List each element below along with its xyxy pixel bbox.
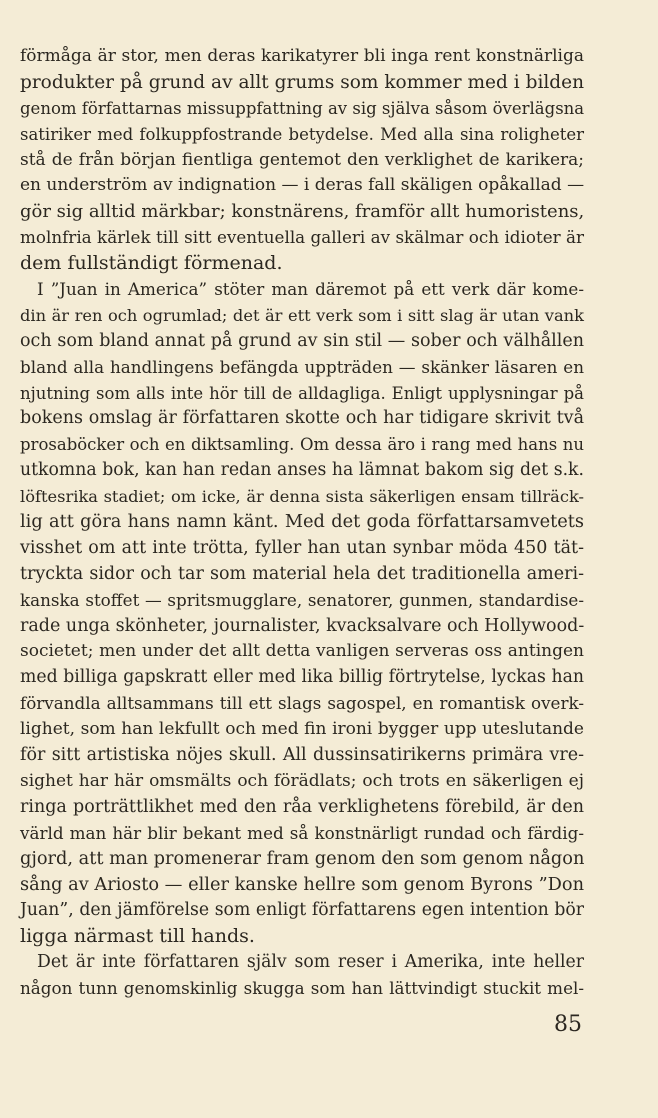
paragraph [20,950,584,1002]
page-number: 85 [554,1012,582,1037]
text-line: kanska stoffet — spritsmugglare, senatorer, gunmen, standardise- [20,589,584,610]
text-line: molnfria kärlek till sitt eventuella galleri av skälmar och idioter är [20,227,584,248]
book-page-text [20,44,584,1002]
text-line: Juan”, den jämförelse som enligt författarens egen intention bör [20,900,584,921]
text-line: gör sig alltid märkbar; konstnärens, framför allt humoristens, [20,201,585,223]
text-line: sång av Ariosto — eller kanske hellre som genom Byrons ”Don [20,874,584,895]
paragraph [20,44,584,277]
text-line: sighet har här omsmälts och förädlats; och trots en säkerligen ej [20,770,584,791]
text-line: bokens omslag är författaren skotte och har tidigare skrivit två [20,408,584,429]
text-line: förvandla alltsammans till ett slags sagospel, en romantisk overk- [20,693,584,714]
text-line: ringa porträttlikhet med den råa verklighetens förebild, är den [20,796,584,817]
text-line: Det är inte författaren själv som reser i Amerika, inte heller [37,952,584,973]
text-line: produkter på grund av allt grums som kommer med i bilden [20,71,584,93]
text-line: societet; men under det allt detta vanligen serveras oss antingen [20,641,584,662]
text-line: för sitt artistiska nöjes skull. All dussinsatirikerns primära vre- [20,745,584,766]
text-line: förmåga är stor, men deras karikatyrer bli inga rent konstnärliga [20,46,584,66]
text-line: I ”Juan in America” stöter man däremot på ett verk där kome- [37,279,584,300]
text-line: bland alla handlingens befängda uppträden — skänker läsaren en [20,356,584,377]
text-line: någon tunn genomskinlig skugga som han lättvindigt stuckit mel- [20,978,584,999]
text-line: rade unga skönheter, journalister, kvacksalvare och Hollywood- [20,615,585,636]
text-line: visshet om att inte trötta, fyller han utan synbar möda 450 tät- [20,537,584,558]
text-line: prosaböcker och en diktsamling. Om dessa äro i rang med hans nu [20,435,584,455]
text-line: löftesrika stadiet; om icke, är denna sista säkerligen ensam tillräck- [20,487,584,507]
text-line: utkomna bok, kan han redan anses ha lämnat bakom sig det s.k. [20,460,584,481]
text-line: dem fullständigt förmenad. [20,252,283,275]
text-line: värld man här blir bekant med så konstnärligt rundad och färdig- [20,822,584,843]
text-line: njutning som alls inte hör till de alldagliga. Enligt upplysningar på [20,383,584,403]
text-line: en underström av indignation — i deras fall skäligen opåkallad — [20,175,585,196]
text-line: lighet, som han lekfullt och med fin ironi bygger upp uteslutande [20,719,584,740]
text-line: gjord, att man promenerar fram genom den som genom någon [20,848,585,869]
text-line: ligga närmast till hands. [20,925,255,948]
paragraph [20,277,584,950]
text-line: tryckta sidor och tar som material hela det traditionella ameri- [20,563,584,584]
text-line: och som bland annat på grund av sin stil — sober och välhållen [20,330,584,351]
text-line: satiriker med folkuppfostrande betydelse. Med alla sina roligheter [20,124,584,144]
text-line: lig att göra hans namn känt. Med det goda författarsamvetets [20,512,584,533]
text-line: med billiga gapskratt eller med lika billig förtrytelse, lyckas han [20,667,584,688]
text-line: genom författarnas missuppfattning av sig själva såsom överlägsna [20,98,585,118]
text-line: din är ren och ogrumlad; det är ett verk som i sitt slag är utan vank [20,305,584,325]
text-line: stå de från början fientliga gentemot den verklighet de karikera; [20,149,584,170]
